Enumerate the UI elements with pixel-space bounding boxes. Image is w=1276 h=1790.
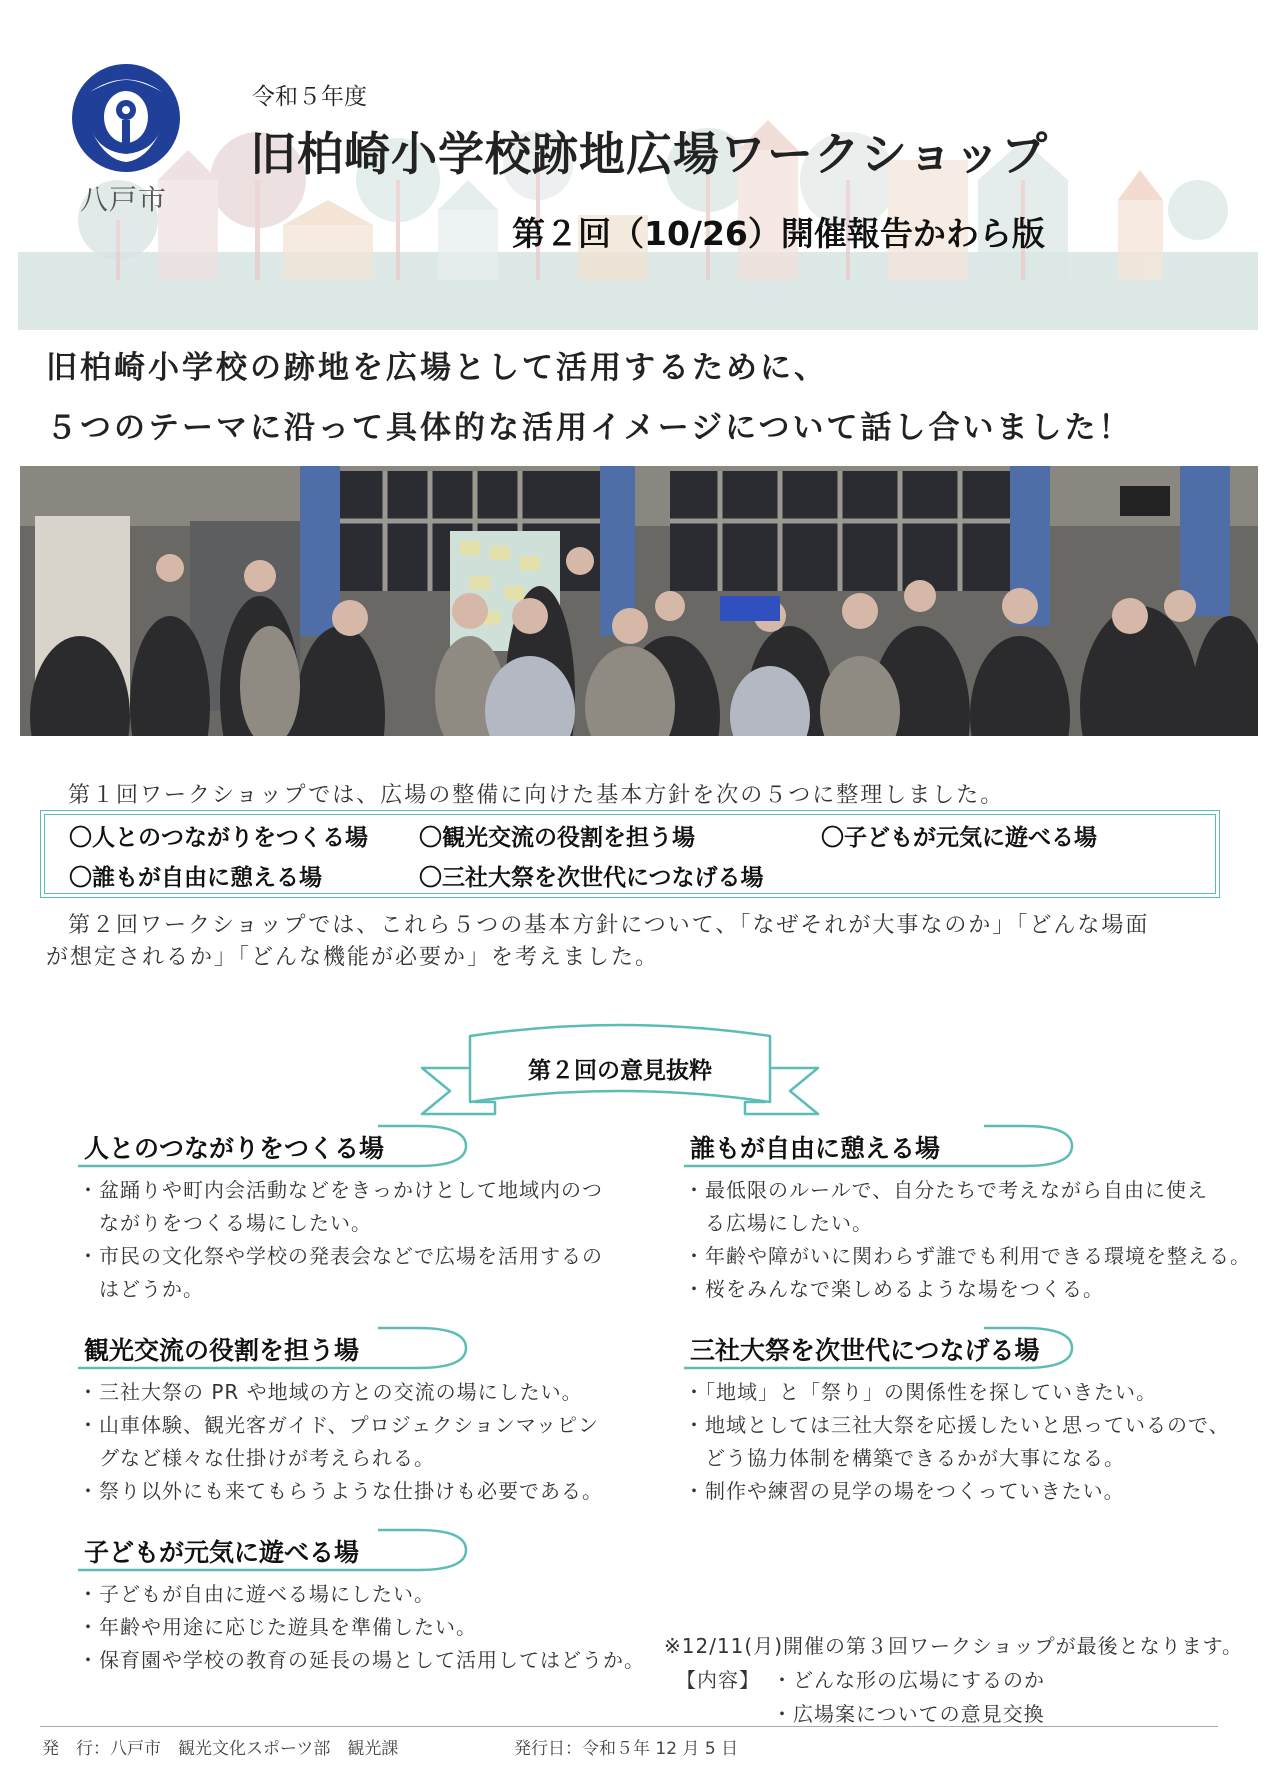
description-line-2: が想定されるか」「どんな機能が必要か」を考えました。	[46, 945, 660, 970]
list-item: ・最低限のルールで、自分たちで考えながら自由に使え	[684, 1178, 1208, 1202]
list-item: ・桜をみんなで楽しめるような場をつくる。	[684, 1277, 1104, 1301]
page-subtitle: 第２回（10/26）開催報告かわら版	[512, 214, 1045, 253]
section-sansha-taisai	[684, 1326, 1244, 1508]
footer-divider	[40, 1726, 1218, 1727]
lead-line-2: ５つのテーマに沿って具体的な活用イメージについて話し合いました！	[46, 410, 1133, 446]
section-items	[78, 1376, 638, 1508]
notice-content-label: 【内容】	[676, 1668, 760, 1692]
section-children-play	[78, 1528, 678, 1677]
section-heading	[684, 1326, 1244, 1370]
section-title: 人とのつながりをつくる場	[84, 1134, 385, 1163]
list-item: ながりをつくる場にしたい。	[78, 1211, 372, 1235]
policy-item: 〇三社大祭を次世代につなげる場	[419, 865, 764, 891]
section-title: 観光交流の役割を担う場	[84, 1336, 360, 1365]
section-heading	[684, 1124, 1244, 1168]
section-free-relax	[684, 1124, 1251, 1306]
page-title: 旧柏崎小学校跡地広場ワークショップ	[250, 127, 1049, 181]
section-tourism-exchange	[78, 1326, 638, 1508]
list-item: ・年齢や用途に応じた遊具を準備したい。	[78, 1615, 477, 1639]
ribbon-label: 第２回の意見抜粋	[528, 1058, 712, 1084]
policy-item: 〇誰もが自由に憩える場	[69, 865, 322, 891]
footer-publisher: 発 行：八戸市 観光文化スポーツ部 観光課	[42, 1739, 399, 1759]
section-title: 三社大祭を次世代につなげる場	[690, 1336, 1040, 1365]
list-item: ・制作や練習の見学の場をつくっていきたい。	[684, 1479, 1125, 1503]
policy-item: 〇観光交流の役割を担う場	[419, 825, 695, 851]
list-item: る広場にしたい。	[684, 1211, 873, 1235]
list-item: ・「地域」と「祭り」の関係性を探していきたい。	[684, 1380, 1157, 1404]
list-item: ・保育園や学校の教育の延長の場として活用してはどうか。	[78, 1648, 645, 1672]
list-item: ・三社大祭の PR や地域の方との交流の場にしたい。	[78, 1380, 583, 1404]
section-people-connection	[78, 1124, 638, 1306]
section-items	[78, 1174, 638, 1306]
policy-item: 〇人とのつながりをつくる場	[69, 825, 368, 851]
list-item: ・祭り以外にも来てもらうような仕掛けも必要である。	[78, 1479, 603, 1503]
policy-item: 〇子どもが元気に遊べる場	[821, 825, 1097, 851]
list-item: ・盆踊りや町内会活動などをきっかけとして地域内のつ	[78, 1178, 603, 1202]
list-item: ・地域としては三社大祭を応援したいと思っているので、	[684, 1413, 1230, 1437]
section-items	[684, 1376, 1244, 1508]
next-workshop-notice: ※12/11(月)開催の第３回ワークショップが最後となります。	[664, 1634, 1243, 1658]
section-title: 子どもが元気に遊べる場	[84, 1538, 360, 1567]
lead-line-1: 旧柏崎小学校の跡地を広場として活用するために、	[46, 350, 828, 386]
city-name: 八戸市	[80, 183, 168, 216]
notice-item: ・広場案についての意見交換	[772, 1702, 1045, 1726]
notice-item: ・どんな形の広場にするのか	[772, 1668, 1045, 1692]
list-item: どう協力体制を構築できるかが大事になる。	[684, 1446, 1125, 1470]
section-heading	[78, 1528, 678, 1572]
section-heading	[78, 1326, 638, 1370]
section-title: 誰もが自由に憩える場	[690, 1134, 941, 1163]
section-items	[684, 1174, 1251, 1306]
list-item: グなど様々な仕掛けが考えられる。	[78, 1446, 435, 1470]
fiscal-year: 令和５年度	[252, 84, 367, 110]
list-item: ・山車体験、観光客ガイド、プロジェクションマッピン	[78, 1413, 599, 1437]
footer-issue-date: 発行日：令和５年 12 月 5 日	[514, 1739, 739, 1759]
section-heading	[78, 1124, 638, 1168]
list-item: はどうか。	[78, 1277, 204, 1301]
workshop-photo	[20, 466, 1258, 736]
list-item: ・子どもが自由に遊べる場にしたい。	[78, 1582, 435, 1606]
policy-box	[40, 810, 1220, 898]
section-items	[78, 1578, 678, 1677]
description-line-1: 第２回ワークショップでは、これら５つの基本方針について、「なぜそれが大事なのか」「どんな場面	[68, 913, 1150, 938]
city-emblem-logo	[70, 62, 182, 174]
intro-text: 第１回ワークショップでは、広場の整備に向けた基本方針を次の５つに整理しました。	[68, 783, 1005, 808]
list-item: ・年齢や障がいに関わらず誰でも利用できる環境を整える。	[684, 1244, 1251, 1268]
list-item: ・市民の文化祭や学校の発表会などで広場を活用するの	[78, 1244, 603, 1268]
